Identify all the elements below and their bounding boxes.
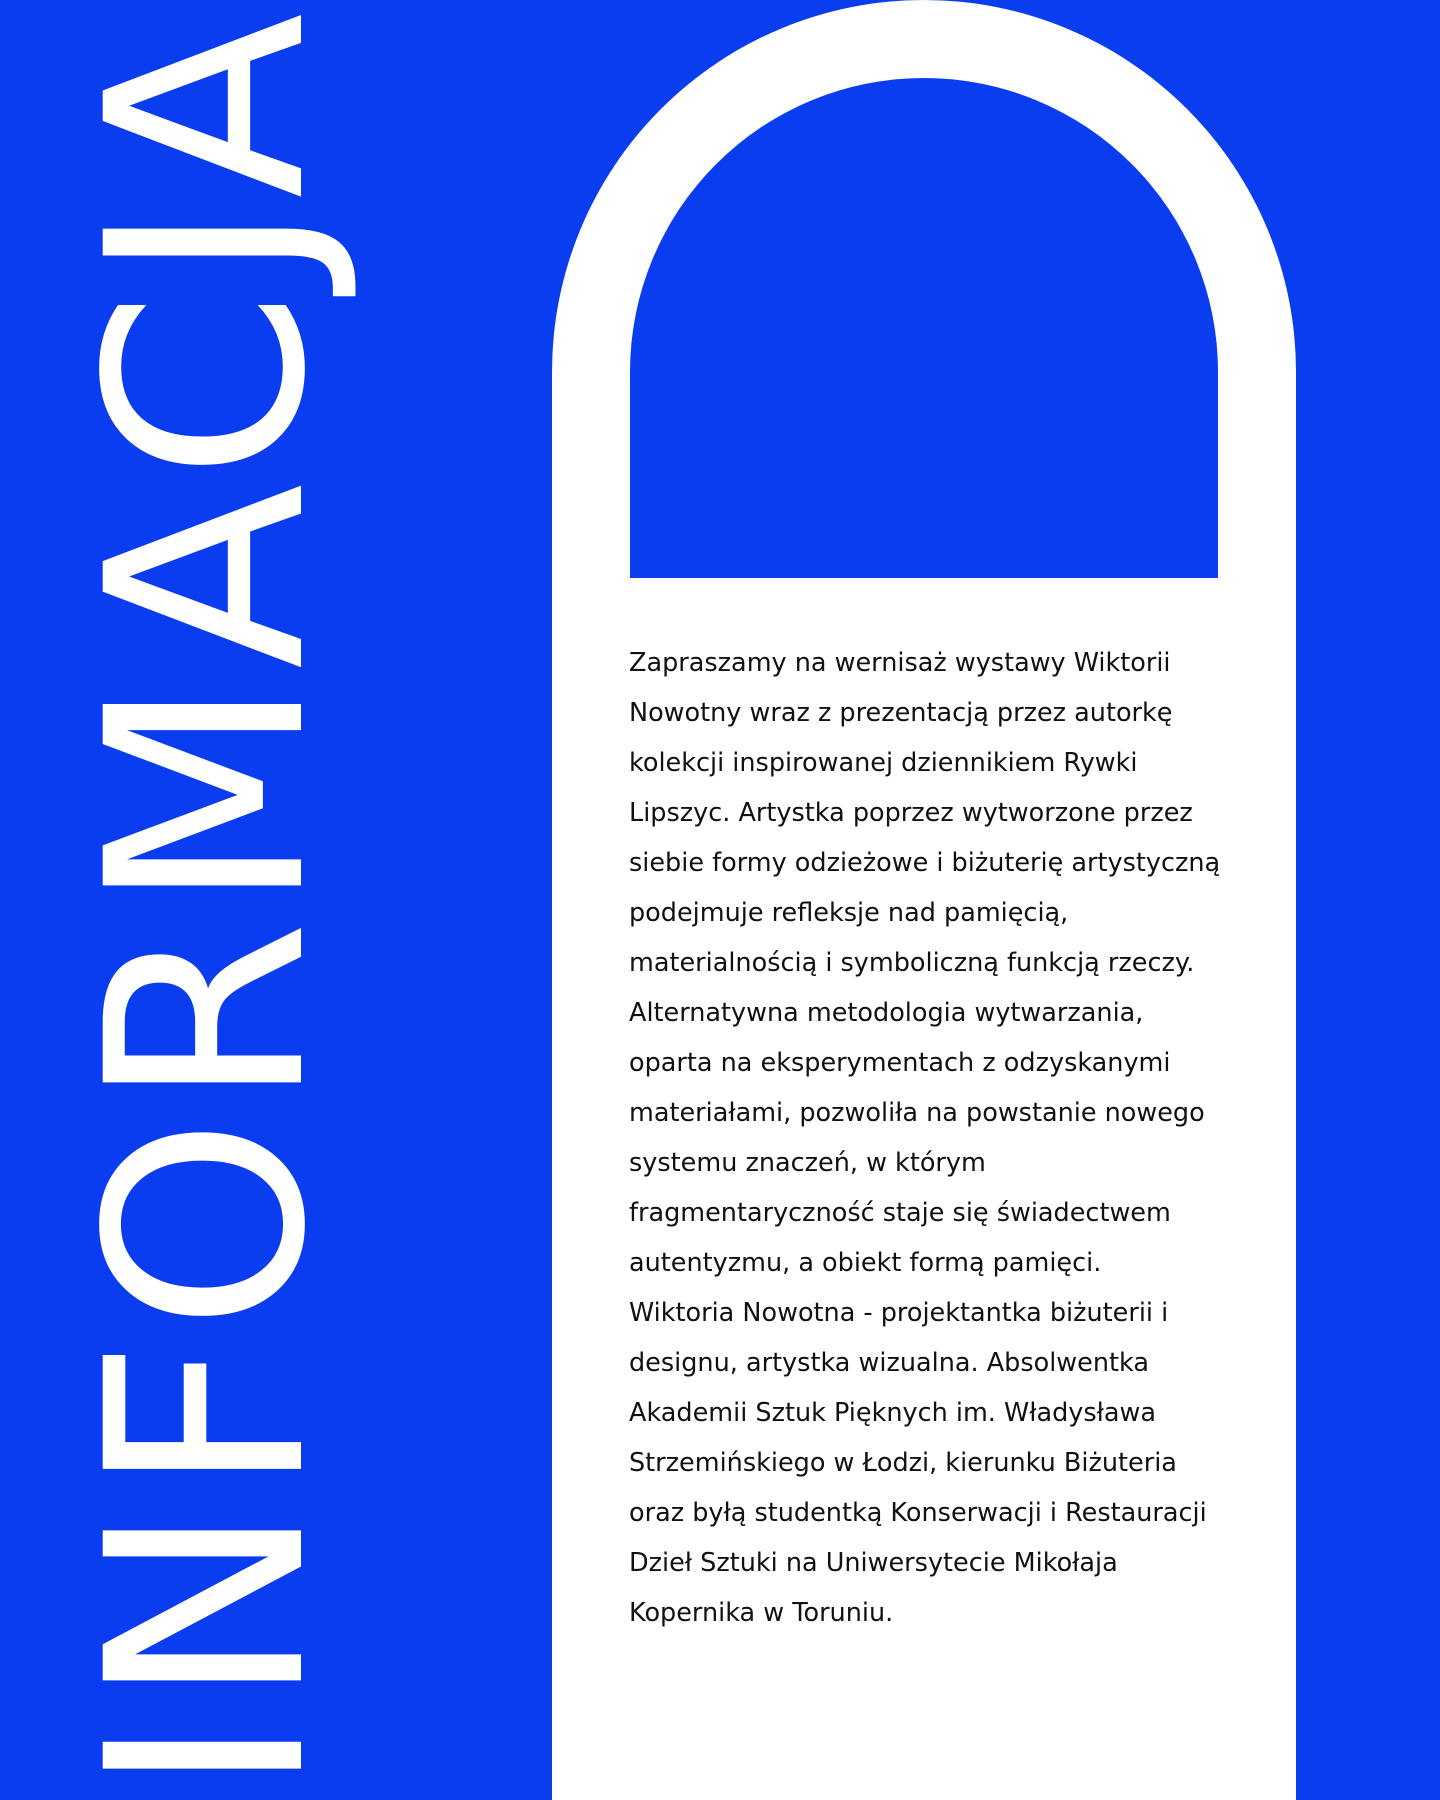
bio-line-7: Kopernika w Toruniu.: [629, 1598, 894, 1628]
bio-line-5: oraz byłą studentką Konserwacji i Restauracji: [629, 1498, 1207, 1528]
bio-line-2: designu, artystka wizualna. Absolwentka: [629, 1348, 1149, 1378]
bio-line-3: Akademii Sztuk Pięknych im. Władysława: [629, 1398, 1157, 1428]
vertical-heading-text: INFORMACJA: [50, 4, 366, 1796]
exhibition-description: Zapraszamy na wernisaż wystawy Wiktorii Nowotny wraz z prezentacją przez autorkę kolekcji inspirowanej dziennikiem Rywki Lipszyc. Artystka poprzez wytworzone przez siebie formy odzieżowe i biżuterię artystyczną podejmuje refleksje nad pamięcią, materialnością i symboliczną funkcją rzeczy. Alternatywna metodologia wytwarzania, oparta na eksperymentach z odzyskanymi materiałami, pozwoliła na powstanie nowego systemu znaczeń, w którym fragmentaryczność staje się świadectwem autentyzmu, a obiekt formą pamięci.: [629, 648, 1221, 1278]
bio-line-1: Wiktoria Nowotna - projektantka biżuterii i: [629, 1298, 1169, 1328]
bio-line-6: Dzieł Sztuki na Uniwersytecie Mikołaja: [629, 1548, 1118, 1578]
description-text-block: [629, 638, 1225, 1638]
bio-line-4: Strzemińskiego w Łodzi, kierunku Biżuteria: [629, 1448, 1177, 1478]
